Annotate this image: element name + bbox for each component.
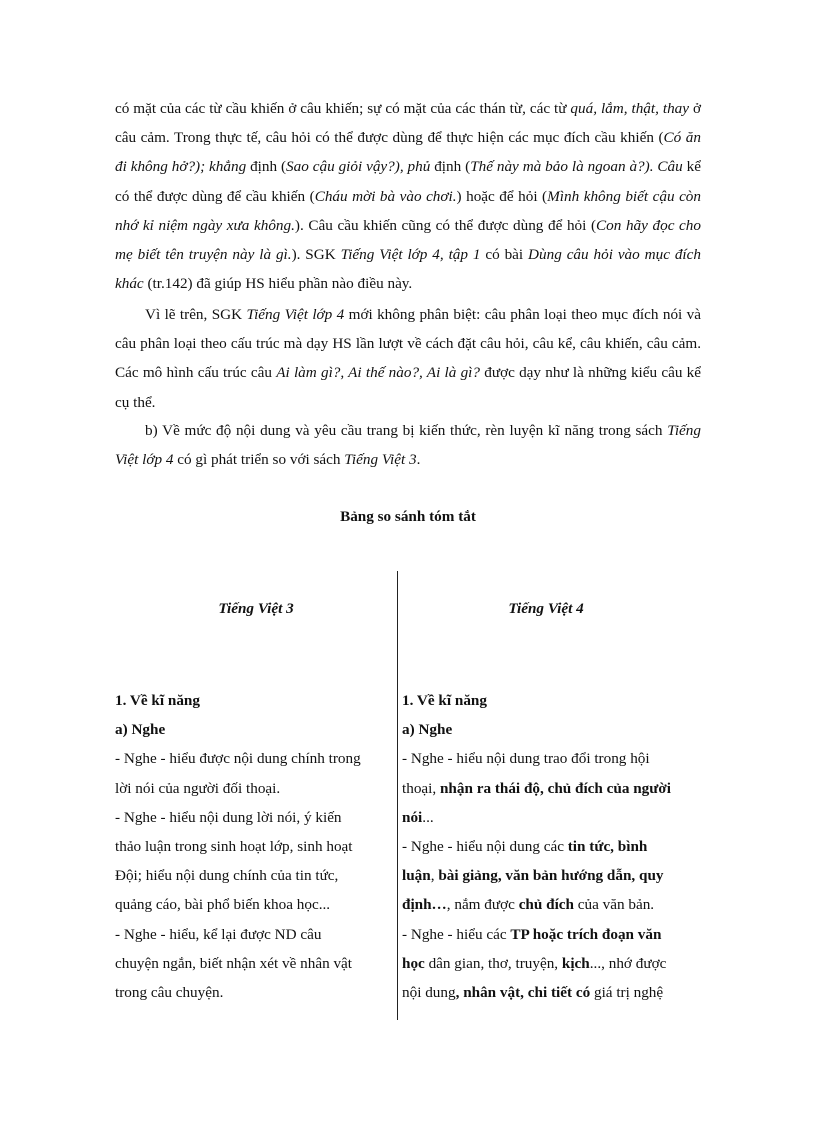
list-item: quảng cáo, bài phổ biến khoa học... <box>115 896 331 914</box>
list-item: - Nghe - hiểu được nội dung chính trong <box>115 750 361 768</box>
text-run: có bài <box>480 246 529 264</box>
list-item: - Nghe - hiểu nội dung các tin tức, bình <box>402 838 648 856</box>
italic-run: Tiếng Việt 3 <box>344 451 417 469</box>
list-item: - Nghe - hiểu nội dung trao đổi trong hội <box>402 750 650 768</box>
text-run: . <box>416 451 421 469</box>
text-run: (tr.142) đã giúp HS hiểu phần nào điều này. <box>143 275 413 293</box>
italic-run: quá, lắm, thật, thay <box>570 100 689 117</box>
italic-run: Tiếng Việt lớp 4 <box>246 306 345 323</box>
subsection-heading: a) Nghe <box>115 721 166 739</box>
text-run: có gì phát triển so với sách <box>173 451 345 469</box>
italic-run: Cháu mời bà vào chơi. <box>314 187 457 205</box>
italic-run: Dùng câu hỏi vào mục đích khác <box>115 246 701 293</box>
list-item: nội dung, nhân vật, chi tiết có giá trị nghệ <box>402 984 664 1002</box>
text-run: có mặt của các từ cầu khiến ở câu khiến; sự có mặt của các thán từ, các từ <box>115 100 571 117</box>
italic-run: Tiếng Việt lớp 4, tập 1 <box>340 246 481 264</box>
right-column-header: Tiếng Việt 4 <box>508 600 584 617</box>
subsection-heading: a) Nghe <box>402 721 453 739</box>
text-run: ). SGK <box>291 246 341 264</box>
text-run: được dạy như là những kiểu câu kể cụ thể. <box>115 364 701 411</box>
column-divider <box>397 571 398 1020</box>
list-item: trong câu chuyện. <box>115 984 224 1002</box>
list-item: lời nói của người đối thoại. <box>115 779 281 797</box>
text-run: ). Câu cầu khiến cũng có thể được dùng để hỏi ( <box>294 216 597 234</box>
text-run: định ( <box>246 158 287 176</box>
italic-run: Tiếng Việt lớp 4 <box>115 422 701 469</box>
table-title: Bảng so sánh tóm tắt <box>340 508 476 525</box>
list-item: nói... <box>402 808 434 826</box>
list-item: học dân gian, thơ, truyện, kịch..., nhớ được <box>402 954 667 972</box>
intro-paragraph-1 <box>115 94 701 298</box>
italic-run: Thế này mà bảo là ngoan à?). Câu <box>470 158 683 176</box>
text-run: Vì lẽ trên, SGK <box>145 306 247 323</box>
italic-run: Có ăn đi không hở?); khẳng <box>115 129 701 176</box>
left-column <box>115 686 390 1007</box>
text-run: b) Về mức độ nội dung và yêu cầu trang bị kiến thức, rèn luyện kĩ năng trong sách <box>145 422 668 439</box>
right-column <box>402 686 690 1007</box>
list-item: thoại, nhận ra thái độ, chủ đích của người <box>402 779 672 797</box>
italic-run: Sao cậu giỏi vậy?), phủ <box>286 158 431 176</box>
list-item: định…, nắm được chủ đích của văn bản. <box>402 896 655 914</box>
intro-paragraph-2 <box>115 300 701 417</box>
left-column-header: Tiếng Việt 3 <box>218 600 294 617</box>
text-run: kể có thể được dùng để cầu khiến ( <box>115 158 701 205</box>
section-heading: 1. Về kĩ năng <box>115 692 200 709</box>
text-run: mới không phân biệt: câu phân loại theo mục đích nói và câu phân loại theo cấu trúc mà dạy HS lần lượt về cách đặt câu hỏi, câu kể, câu khiến, câu cảm. Các mô hình cấu trúc câu <box>115 306 701 382</box>
list-item: luận, bài giảng, văn bản hướng dẫn, quy <box>402 867 664 885</box>
list-item: thảo luận trong sinh hoạt lớp, sinh hoạt <box>115 838 353 856</box>
italic-run: Ai làm gì?, Ai thế nào?, Ai là gì? <box>276 364 481 382</box>
text-run: ) hoặc để hỏi ( <box>456 187 548 205</box>
list-item: - Nghe - hiểu, kể lại được ND câu <box>115 925 322 943</box>
intro-paragraph-3 <box>115 416 701 474</box>
list-item: Đội; hiểu nội dung chính của tin tức, <box>115 867 339 885</box>
list-item: - Nghe - hiểu nội dung lời nói, ý kiến <box>115 808 342 826</box>
italic-run: Con hãy đọc cho mẹ biết tên truyện này là gì. <box>115 216 701 264</box>
list-item: - Nghe - hiểu các TP hoặc trích đoạn văn <box>402 925 662 943</box>
italic-run: Mình không biết cậu còn nhớ kỉ niệm ngày xưa không. <box>115 187 701 234</box>
section-heading: 1. Về kĩ năng <box>402 692 487 709</box>
text-run: định ( <box>430 158 471 176</box>
text-run: ở câu cảm. Trong thực tế, câu hỏi có thể được dùng để thực hiện các mục đích cầu khiến ( <box>115 100 701 147</box>
list-item: chuyện ngắn, biết nhận xét về nhân vật <box>115 954 353 972</box>
